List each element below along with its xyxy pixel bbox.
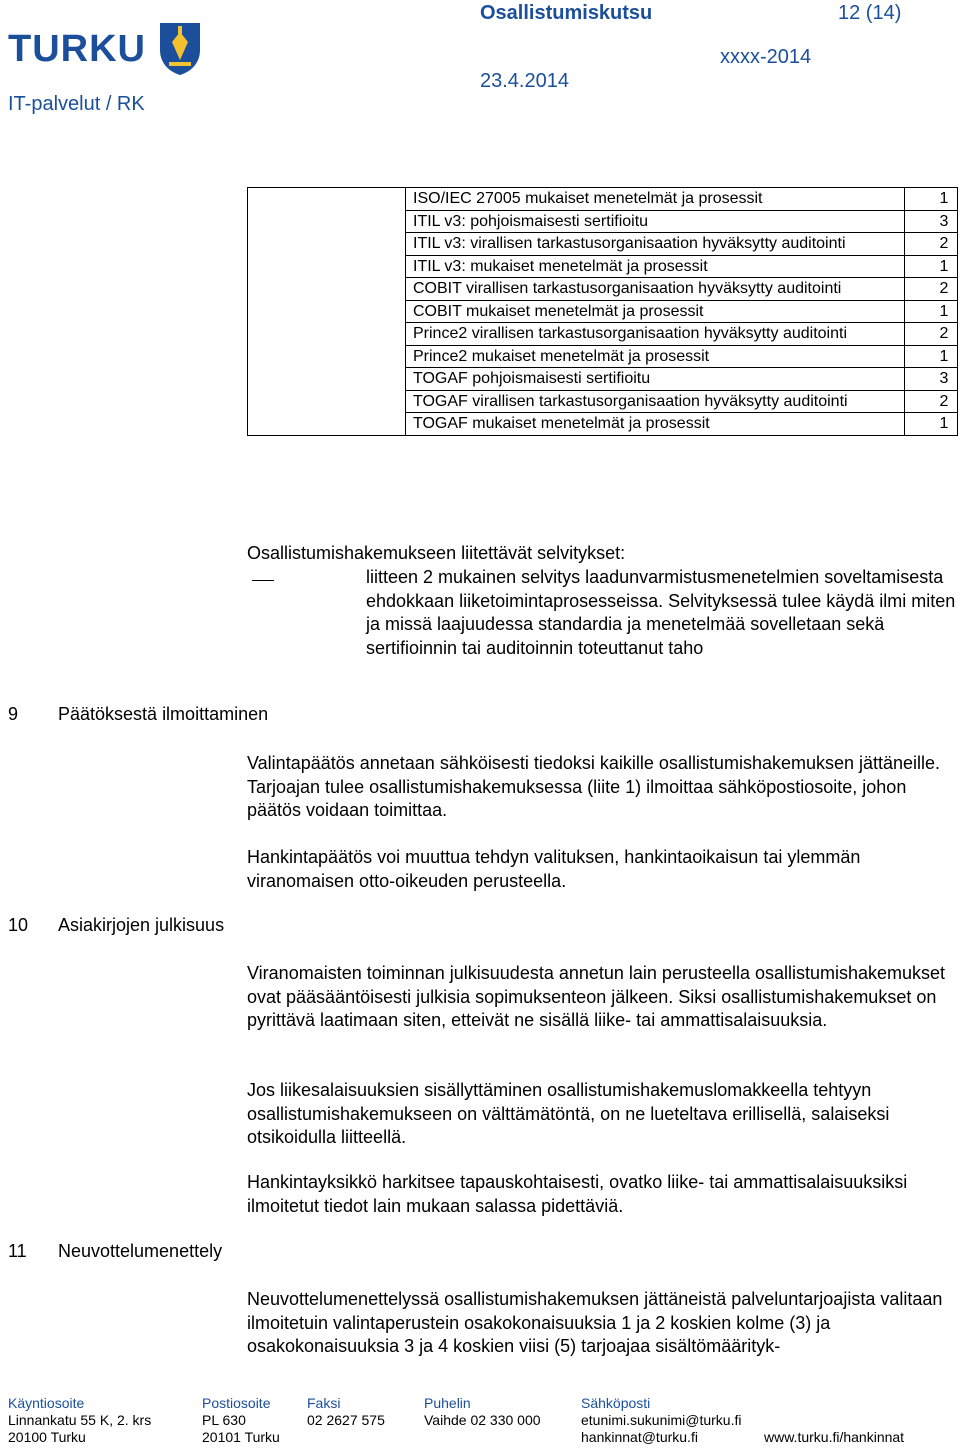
criterion-cell: TOGAF virallisen tarkastusorganisaation hyväksytty auditointi xyxy=(406,390,905,413)
attachments-intro: Osallistumishakemukseen liitettävät selvitykset: xyxy=(247,543,626,563)
points-value: 2 xyxy=(939,280,949,297)
points-cell xyxy=(905,233,958,256)
footer-email xyxy=(581,1395,742,1446)
points-value: 1 xyxy=(939,302,949,320)
list-dash xyxy=(252,580,274,581)
paragraph: Neuvottelumenettelyssä osallistumishakemuksen jättäneistä palveluntarjoajista valitaan ilmoitetuin valintaperustein osakokonaisuuksia 1 ja 2 koskien kolme (3) ja osakokonaisuuksia 3 ja 4 koskien viisi (5) tarjoajaa sisältömäärityk- xyxy=(247,1289,943,1356)
points-cell xyxy=(905,368,958,391)
points-cell xyxy=(905,278,958,301)
coat-of-arms-icon xyxy=(157,20,203,76)
section-number: 11 xyxy=(8,1241,27,1261)
footer-value: Vaihde 02 330 000 xyxy=(424,1412,541,1428)
empty-cell xyxy=(248,188,406,436)
footer-label: Postiosoite xyxy=(202,1395,271,1411)
points-cell xyxy=(905,210,958,233)
points-cell xyxy=(905,345,958,368)
paragraph: Jos liikesalaisuuksien sisällyttäminen osallistumishakemuslomakkeella tehtyyn osallistumishakemukseen on välttämätöntä, on ne lueteltava erillisellä, salaiseksi otsikoidulla liitteellä. xyxy=(247,1080,890,1147)
criterion-cell: ITIL v3: mukaiset menetelmät ja prosessit xyxy=(406,255,905,278)
paragraph: Hankintapäätös voi muuttua tehdyn valituksen, hankintaoikaisun tai ylemmän viranomaisen otto-oikeuden perusteella. xyxy=(247,847,861,891)
city-logo-text: TURKU xyxy=(8,28,146,70)
points-cell xyxy=(905,390,958,413)
footer-label: Käyntiosoite xyxy=(8,1395,85,1411)
points-cell xyxy=(905,413,958,436)
table-row xyxy=(248,188,958,211)
section-number: 9 xyxy=(8,704,19,724)
paragraph: Valintapäätös annetaan sähköisesti tiedoksi kaikille osallistumishakemuksen jättäneille. Tarjoajan tulee osallistumishakemuksessa (liite 1) ilmoittaa sähköpostiosoite, johon päätös voidaan toimittaa. xyxy=(247,753,941,820)
points-cell xyxy=(905,255,958,278)
criterion-cell: ITIL v3: virallisen tarkastusorganisaation hyväksytty auditointi xyxy=(406,233,905,256)
footer-value: 20100 Turku xyxy=(8,1429,86,1445)
page-number: 12 (14) xyxy=(838,2,902,24)
points-value: 2 xyxy=(939,235,949,252)
footer-label: Sähköposti xyxy=(581,1395,651,1411)
points-cell xyxy=(905,323,958,346)
department-unit: IT-palvelut / RK xyxy=(8,93,145,115)
criterion-cell: TOGAF pohjoismaisesti sertifioitu xyxy=(406,368,905,391)
footer-web-link[interactable]: www.turku.fi/hankinnat xyxy=(764,1429,905,1445)
section-9-heading xyxy=(8,704,268,725)
document-id: xxxx-2014 xyxy=(720,46,812,68)
footer-visit-address xyxy=(8,1395,151,1446)
criterion-cell: ITIL v3: pohjoismaisesti sertifioitu xyxy=(406,210,905,233)
paragraph: Viranomaisten toiminnan julkisuudesta annetun lain perusteella osallistumishakemukset ovat pääsääntöisesti julkisia sopimuksenteon jälkeen. Siksi osallistumishakemukset on pyrittävä laatimaan siten, etteivät ne sisällä liike- tai ammattisalaisuuksia. xyxy=(247,963,946,1030)
footer-value: Linnankatu 55 K, 2. krs xyxy=(8,1412,152,1428)
section-title: Neuvottelumenettely xyxy=(58,1241,223,1261)
points-cell xyxy=(905,300,958,323)
footer-label: Faksi xyxy=(307,1395,341,1411)
footer-value: PL 630 xyxy=(202,1412,246,1428)
points-value: 2 xyxy=(939,325,949,342)
document-title: Osallistumiskutsu xyxy=(480,2,653,24)
criterion-cell: COBIT mukaiset menetelmät ja prosessit xyxy=(406,300,905,323)
points-value: 3 xyxy=(939,370,949,387)
points-value: 1 xyxy=(939,415,949,432)
section-title: Asiakirjojen julkisuus xyxy=(58,915,225,935)
section-10-heading xyxy=(8,915,224,936)
document-date: 23.4.2014 xyxy=(480,70,569,92)
attachment-item: liitteen 2 mukainen selvitys laadunvarmistusmenetelmien soveltamisesta ehdokkaan liiketoimintaprosesseissa. Selvityksessä tulee käydä ilmi miten ja missä laajuudessa standardia ja menetelmää sovelletaan sekä sertifioinnin tai auditoinnin toteuttanut taho xyxy=(366,567,956,658)
footer-value: 20101 Turku xyxy=(202,1429,280,1445)
points-value: 2 xyxy=(939,392,949,410)
footer-value[interactable]: etunimi.sukunimi@turku.fi xyxy=(581,1412,742,1428)
footer-phone xyxy=(424,1395,541,1429)
footer-value: 02 2627 575 xyxy=(307,1412,385,1428)
points-value: 1 xyxy=(939,190,949,207)
criteria-table xyxy=(247,187,958,436)
section-11-heading xyxy=(8,1241,222,1262)
points-value: 1 xyxy=(939,257,949,275)
section-number: 10 xyxy=(8,915,29,935)
criterion-cell: ISO/IEC 27005 mukaiset menetelmät ja prosessit xyxy=(406,188,905,211)
criterion-cell: Prince2 virallisen tarkastusorganisaation hyväksytty auditointi xyxy=(406,323,905,346)
footer-fax xyxy=(307,1395,385,1429)
section-title: Päätöksestä ilmoittaminen xyxy=(58,704,269,724)
footer-label: Puhelin xyxy=(424,1395,471,1411)
points-value: 3 xyxy=(939,212,949,230)
footer-value[interactable]: hankinnat@turku.fi xyxy=(581,1429,698,1445)
footer-postal-address xyxy=(202,1395,280,1446)
points-cell xyxy=(905,188,958,211)
paragraph: Hankintayksikkö harkitsee tapauskohtaisesti, ovatko liike- tai ammattisalaisuuksiksi ilmoitetut tiedot lain mukaan salassa pidettäviä. xyxy=(247,1172,908,1216)
criterion-cell: Prince2 mukaiset menetelmät ja prosessit xyxy=(406,345,905,368)
criterion-cell: TOGAF mukaiset menetelmät ja prosessit xyxy=(406,413,905,436)
criterion-cell: COBIT virallisen tarkastusorganisaation hyväksytty auditointi xyxy=(406,278,905,301)
points-value: 1 xyxy=(939,347,949,365)
